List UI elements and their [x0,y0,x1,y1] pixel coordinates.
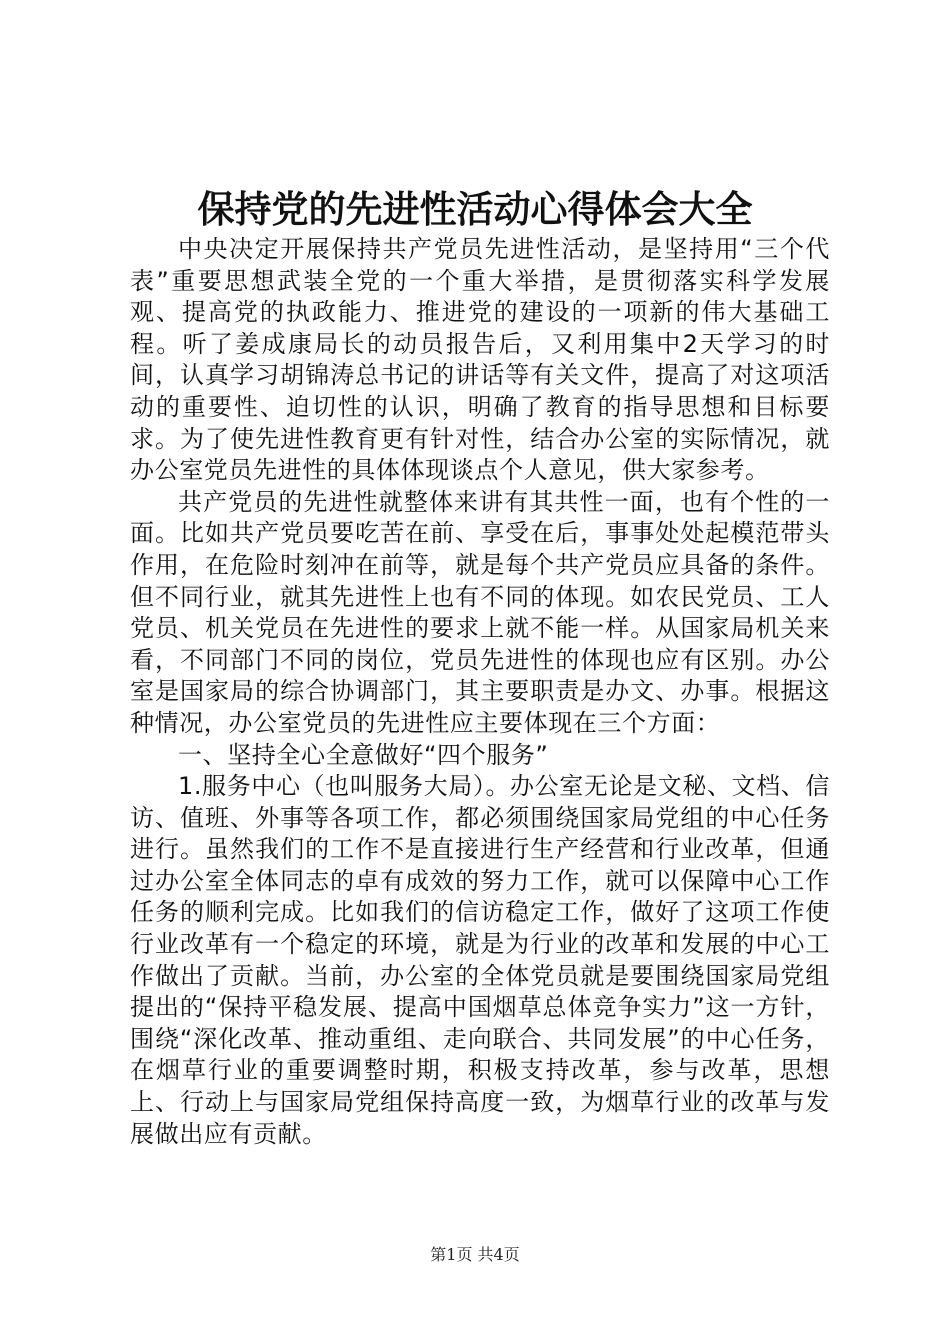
page-footer: 第1页 共4页 [430,1245,520,1264]
paragraph-intro: 中央决定开展保持共产党员先进性活动，是坚持用“三个代表”重要思想武装全党的一个重大举措，是贯彻落实科学发展观、提高党的执政能力、推进党的建设的一项新的伟大基础工程。听了姜成康局长的动员报告后，又利用集中2天学习的时间，认真学习胡锦涛总书记的讲话等有关文件，提高了对这项活动的重要性、迫切性的认识，明确了教育的指导思想和目标要求。为了使先进性教育更有针对性，结合办公室的实际情况，就办公室党员先进性的具体体现谈点个人意见，供大家参考。 [130,235,830,485]
paragraph-serve-center: 1.服务中心（也叫服务大局）。办公室无论是文秘、文档、信访、值班、外事等各项工作，都必须围绕国家局党组的中心任务进行。虽然我们的工作不是直接进行生产经营和行业改革，但通过办公室全体同志的卓有成效的努力工作，就可以保障中心工作任务的顺利完成。比如我们的信访稳定工作，做好了这项工作使行业改革有一个稳定的环境，就是为行业的改革和发展的中心工作做出了贡献。当前，办公室的全体党员就是要围绕国家局党组提出的“保持平稳发展、提高中国烟草总体竞争实力”这一方针，围绕“深化改革、推动重组、走向联合、共同发展”的中心任务，在烟草行业的重要调整时期，积极支持改革，参与改革，思想上、行动上与国家局党组保持高度一致，为烟草行业的改革与发展做出应有贡献。 [130,772,830,1148]
paragraph-advancedness: 共产党员的先进性就整体来讲有其共性一面，也有个性的一面。比如共产党员要吃苦在前、享受在后，事事处处起模范带头作用，在危险时刻冲在前等，就是每个共产党员应具备的条件。但不同行业，就其先进性上也有不同的体现。如农民党员、工人党员、机关党员在先进性的要求上就不能一样。从国家局机关来看，不同部门不同的岗位，党员先进性的体现也应有区别。办公室是国家局的综合协调部门，其主要职责是办文、办事。根据这种情况，办公室党员的先进性应主要体现在三个方面： [130,487,830,737]
document-body [130,234,830,1150]
document-title: 保持党的先进性活动心得体会大全 [197,187,753,231]
section-heading: 一、坚持全心全意做好“四个服务” [178,740,549,769]
